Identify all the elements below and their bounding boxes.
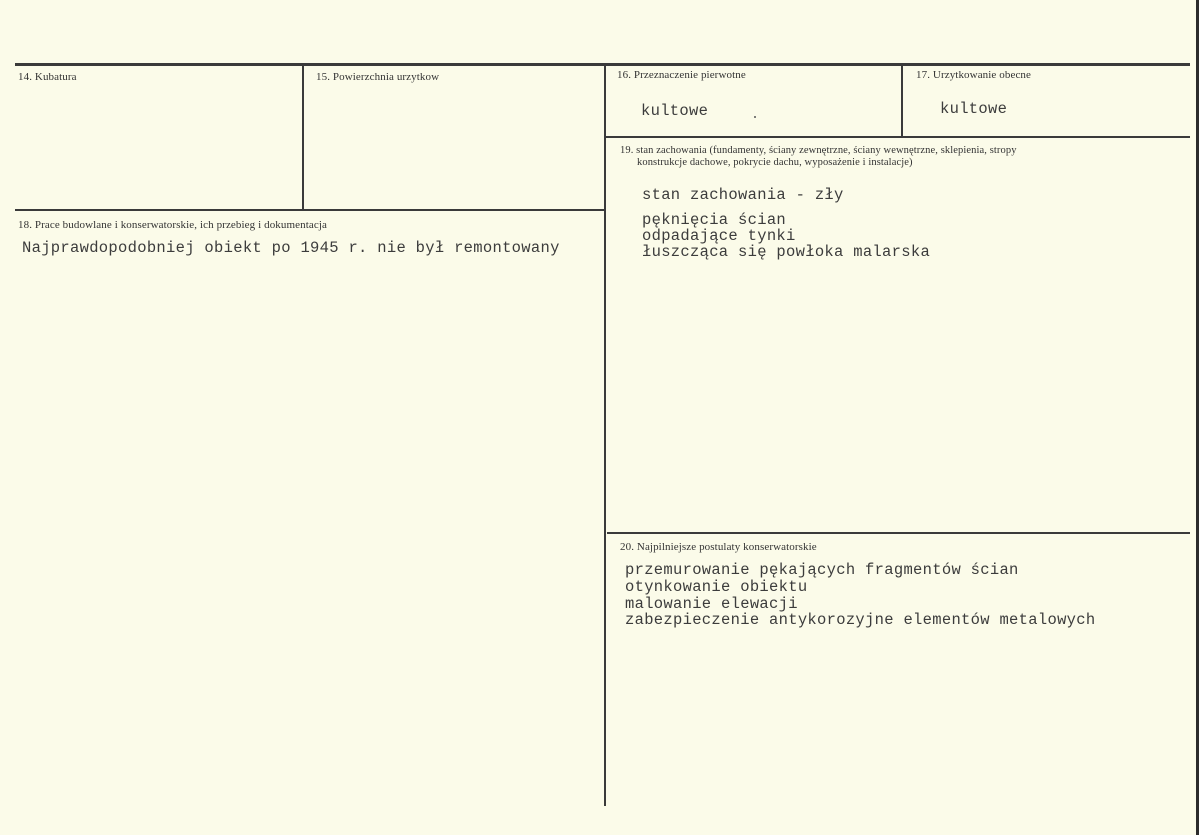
field-19-line-3: odpadające tynki xyxy=(642,227,796,245)
row1-bottom-rule-right xyxy=(605,136,1190,138)
field-19-label-line2: konstrukcje dachowe, pokrycie dachu, wyposażenie i instalacje) xyxy=(637,157,913,168)
divider-14-15 xyxy=(302,66,304,210)
divider-16-17 xyxy=(901,66,903,137)
field-19-line-2: pęknięcia ścian xyxy=(642,211,787,229)
main-vertical-divider xyxy=(604,66,606,806)
stray-mark xyxy=(754,116,756,118)
section20-top-rule xyxy=(607,532,1190,534)
top-rule xyxy=(15,63,1190,66)
field-16-value: kultowe xyxy=(641,102,709,120)
field-19-label-line1: 19. stan zachowania (fundamenty, ściany zewnętrzne, ściany wewnętrzne, sklepienia, stropy xyxy=(620,145,1017,156)
field-15-label: 15. Powierzchnia urzytkow xyxy=(316,71,440,83)
field-16-label: 16. Przeznaczenie pierwotne xyxy=(617,69,746,81)
field-18-label: 18. Prace budowlane i konserwatorskie, ich przebieg i dokumentacja xyxy=(18,219,327,231)
field-14-label: 14. Kubatura xyxy=(18,71,77,83)
field-20-line-2: otynkowanie obiektu xyxy=(625,578,808,596)
field-20-line-3: malowanie elewacji xyxy=(625,595,798,613)
field-20-label: 20. Najpilniejsze postulaty konserwatorskie xyxy=(620,541,817,553)
field-17-value: kultowe xyxy=(940,100,1008,118)
row1-bottom-rule-left xyxy=(15,209,605,211)
field-20-line-1: przemurowanie pękających fragmentów ścian xyxy=(625,561,1019,579)
field-20-line-4: zabezpieczenie antykorozyjne elementów metalowych xyxy=(625,611,1096,629)
field-17-label: 17. Urzytkowanie obecne xyxy=(916,69,1032,81)
field-18-value: Najprawdopodobniej obiekt po 1945 r. nie był remontowany xyxy=(22,239,560,257)
field-19-line-1: stan zachowania - zły xyxy=(642,186,844,204)
field-19-line-4: łuszcząca się powłoka malarska xyxy=(642,243,931,261)
